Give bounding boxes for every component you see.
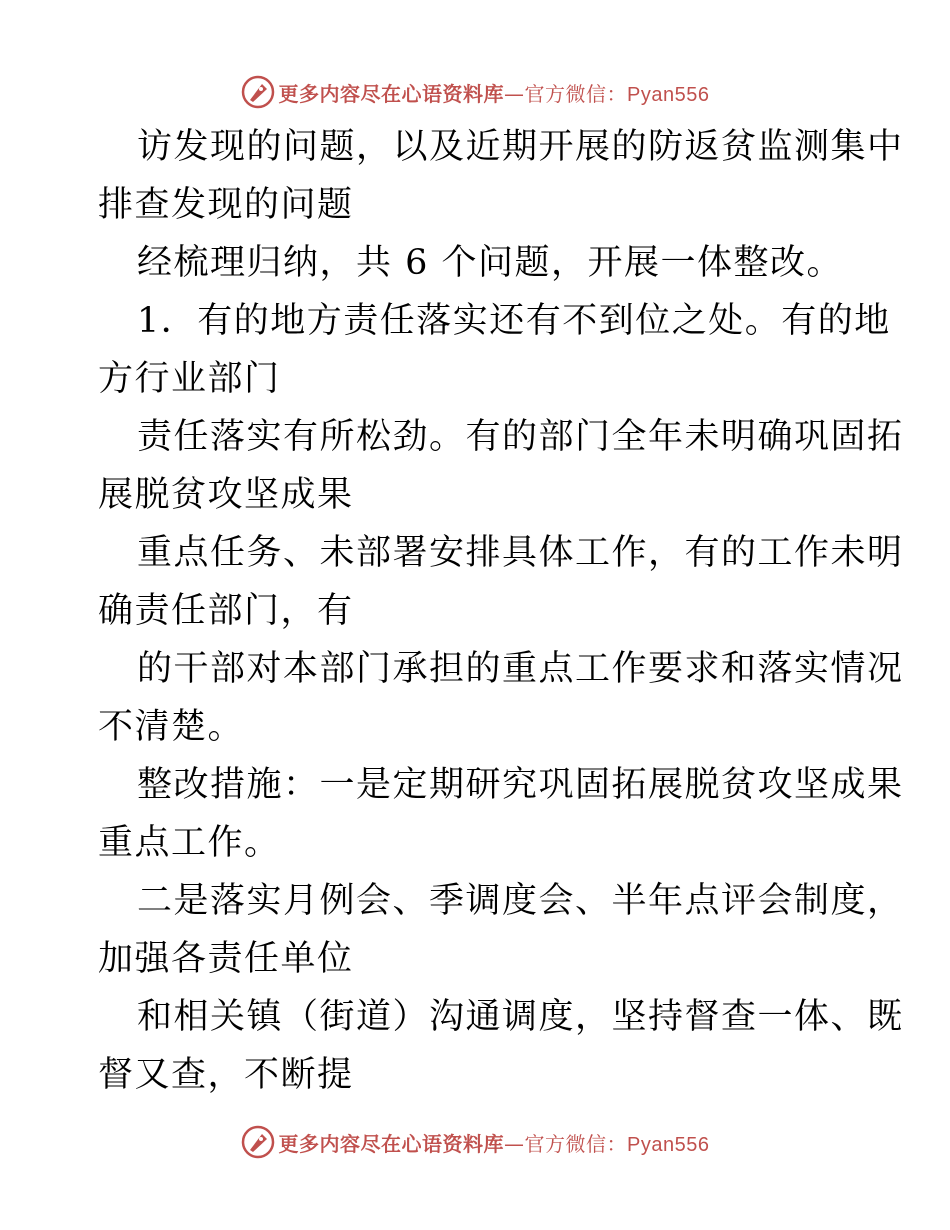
watermark-separator: — (504, 81, 525, 106)
document-body (98, 118, 904, 1104)
watermark-text (279, 78, 710, 107)
watermark-brand: 更多内容尽在心语资料库 (278, 1131, 505, 1156)
watermark-text (279, 1128, 710, 1157)
body-line: 重点任务、未部署安排具体工作，有的工作未明 (137, 533, 904, 573)
watermark-wechat-label: 官方微信： (524, 81, 628, 106)
body-line: 整改措施：一是定期研究巩固拓展脱贫攻坚成果 (137, 765, 904, 805)
body-line: 和相关镇（街道）沟通调度，坚持督查一体、既 (137, 997, 904, 1037)
body-line: 重点工作。 (98, 823, 281, 863)
body-line: 展脱贫攻坚成果 (98, 475, 354, 515)
body-line: 经梳理归纳，共 6 个问题，开展一体整改。 (137, 243, 844, 283)
watermark-wechat-id: Pyan556 (627, 1133, 710, 1156)
body-line: 的干部对本部门承担的重点工作要求和落实情况 (137, 649, 904, 689)
pen-nib-logo-icon (241, 75, 275, 109)
header-watermark (0, 72, 950, 112)
body-line: 排查发现的问题 (98, 185, 354, 225)
body-line: 督又查，不断提 (98, 1055, 354, 1095)
body-line: 加强各责任单位 (98, 939, 354, 979)
body-line: 1．有的地方责任落实还有不到位之处。有的地 (137, 301, 891, 341)
footer-watermark (0, 1122, 950, 1162)
watermark-wechat-label: 官方微信： (524, 1131, 628, 1156)
watermark-separator: — (504, 1131, 525, 1156)
watermark-wechat-id: Pyan556 (627, 83, 710, 106)
pen-nib-logo-icon (241, 1125, 275, 1159)
body-line: 责任落实有所松劲。有的部门全年未明确巩固拓 (137, 417, 904, 457)
body-line: 方行业部门 (98, 359, 281, 399)
body-line: 确责任部门，有 (98, 591, 354, 631)
body-line: 访发现的问题，以及近期开展的防返贫监测集中 (137, 127, 904, 167)
body-line: 不清楚。 (98, 707, 245, 747)
watermark-brand: 更多内容尽在心语资料库 (278, 81, 505, 106)
body-line: 二是落实月例会、季调度会、半年点评会制度， (137, 881, 904, 921)
